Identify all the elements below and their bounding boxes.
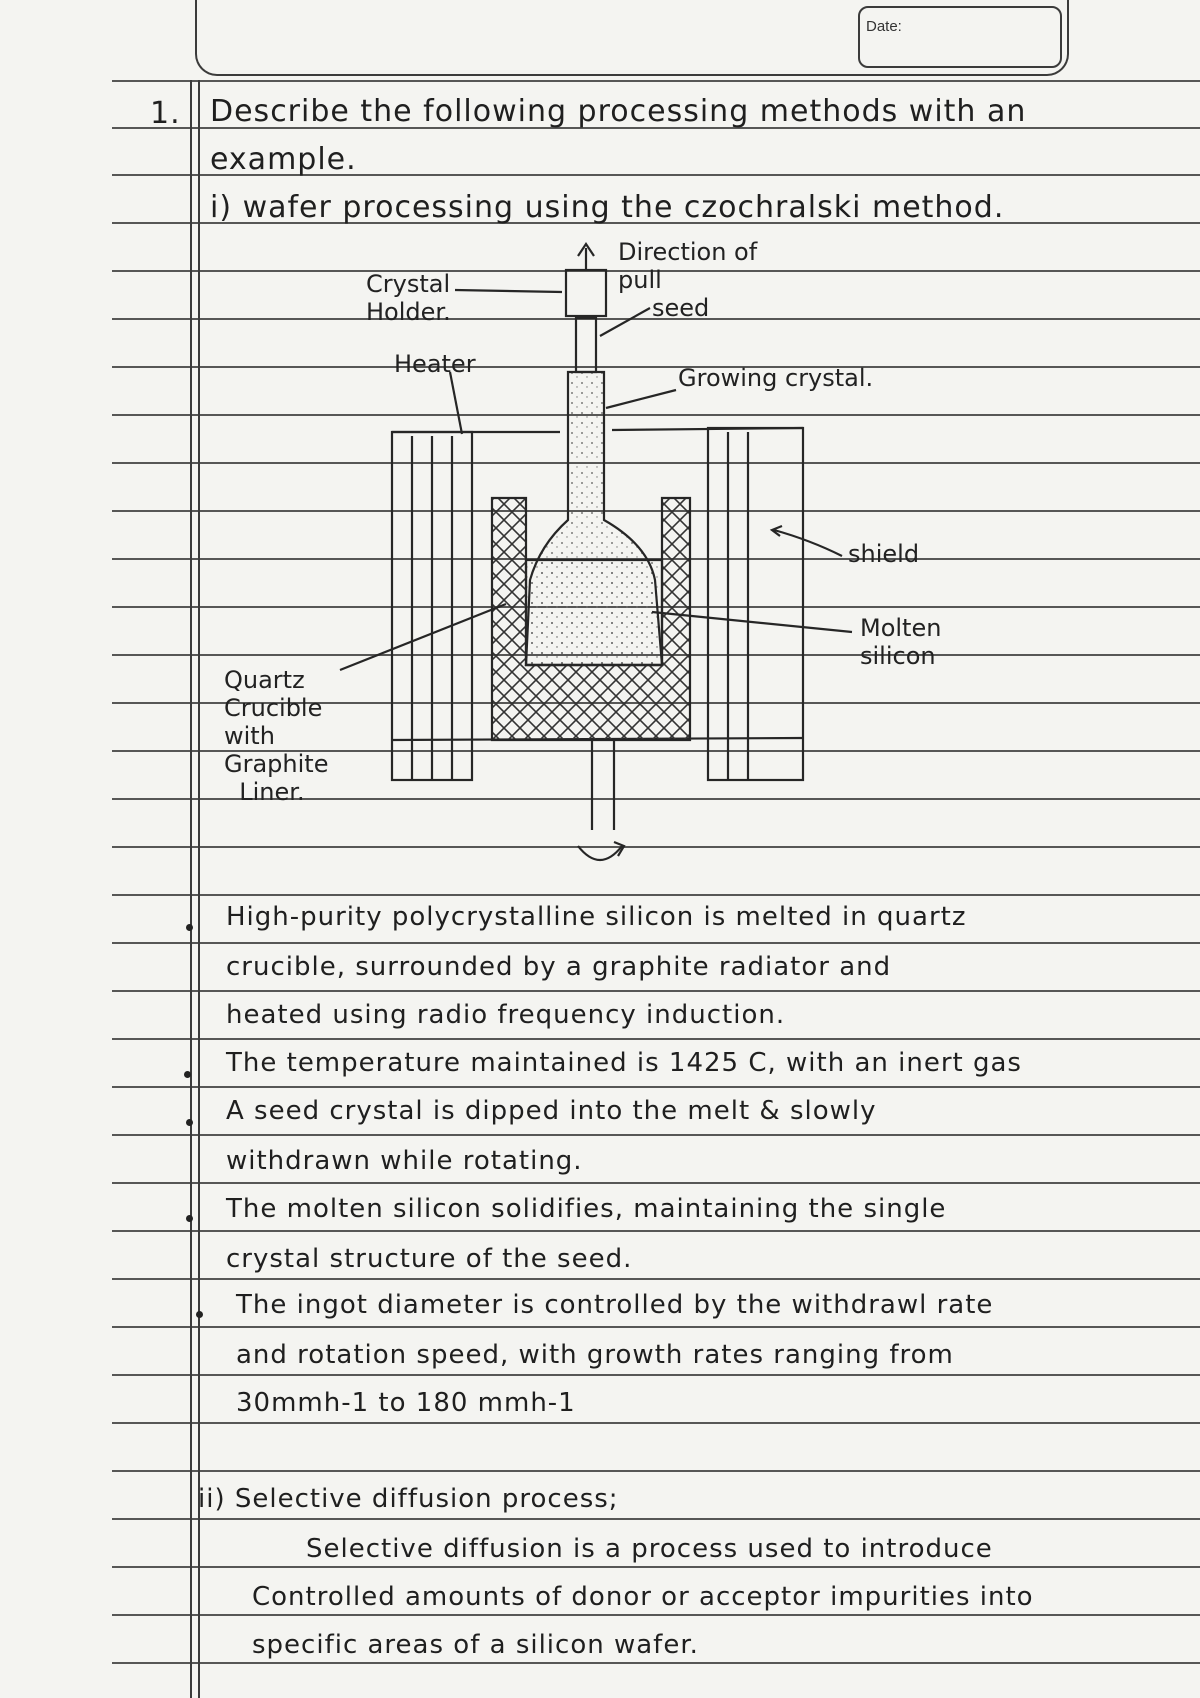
label-quartz-crucible: Quartz Crucible with Graphite Liner. bbox=[224, 666, 329, 806]
bullet-dot bbox=[186, 924, 193, 931]
crystal-holder bbox=[566, 270, 606, 316]
question-number: 1. bbox=[150, 96, 181, 131]
seed bbox=[576, 318, 596, 372]
bullet-1-line-2: crucible, surrounded by a graphite radiator and bbox=[226, 952, 892, 982]
bullet-2-line-1: The temperature maintained is 1425 C, with an inert gas bbox=[226, 1048, 1022, 1078]
part1-heading: i) wafer processing using the czochralski method. bbox=[210, 190, 1005, 225]
label-growing-crystal: Growing crystal. bbox=[678, 364, 874, 392]
growing-crystal bbox=[526, 372, 662, 665]
bullet-dot bbox=[186, 1119, 193, 1126]
heater-shield-right bbox=[708, 428, 803, 780]
part2-heading: ii) Selective diffusion process; bbox=[198, 1484, 619, 1514]
bullet-dot bbox=[196, 1311, 203, 1318]
bullet-1-line-3: heated using radio frequency induction. bbox=[226, 1000, 786, 1030]
bullet-1-line-1: High-purity polycrystalline silicon is melted in quartz bbox=[226, 902, 967, 932]
label-molten-silicon: Molten silicon bbox=[860, 614, 942, 670]
bullet-5-line-3: 30mmh-1 to 180 mmh-1 bbox=[236, 1388, 576, 1418]
part2-line-1: Selective diffusion is a process used to introduce bbox=[306, 1534, 993, 1564]
bullet-5-line-2: and rotation speed, with growth rates ranging from bbox=[236, 1340, 954, 1370]
question-prompt-cont: example. bbox=[210, 142, 357, 177]
label-seed: seed bbox=[652, 294, 710, 322]
rotation-arrow bbox=[578, 846, 622, 860]
bullet-3-line-1: A seed crystal is dipped into the melt & slowly bbox=[226, 1096, 877, 1126]
date-label: Date: bbox=[866, 18, 902, 35]
label-direction-of-pull: Direction of pull bbox=[618, 238, 758, 294]
label-shield: shield bbox=[848, 540, 920, 568]
part2-line-3: specific areas of a silicon wafer. bbox=[252, 1630, 699, 1660]
bullet-dot bbox=[186, 1215, 193, 1222]
bullet-4-line-2: crystal structure of the seed. bbox=[226, 1244, 633, 1274]
bullet-dot bbox=[184, 1071, 191, 1078]
label-crystal-holder: Crystal Holder. bbox=[366, 270, 451, 326]
question-prompt: Describe the following processing methods with an bbox=[210, 94, 1027, 129]
bullet-3-line-2: withdrawn while rotating. bbox=[226, 1146, 583, 1176]
label-heater: Heater bbox=[394, 350, 476, 378]
bullet-5-line-1: The ingot diameter is controlled by the withdrawl rate bbox=[236, 1290, 994, 1320]
part2-line-2: Controlled amounts of donor or acceptor impurities into bbox=[252, 1582, 1034, 1612]
bullet-4-line-1: The molten silicon solidifies, maintaining the single bbox=[226, 1194, 947, 1224]
